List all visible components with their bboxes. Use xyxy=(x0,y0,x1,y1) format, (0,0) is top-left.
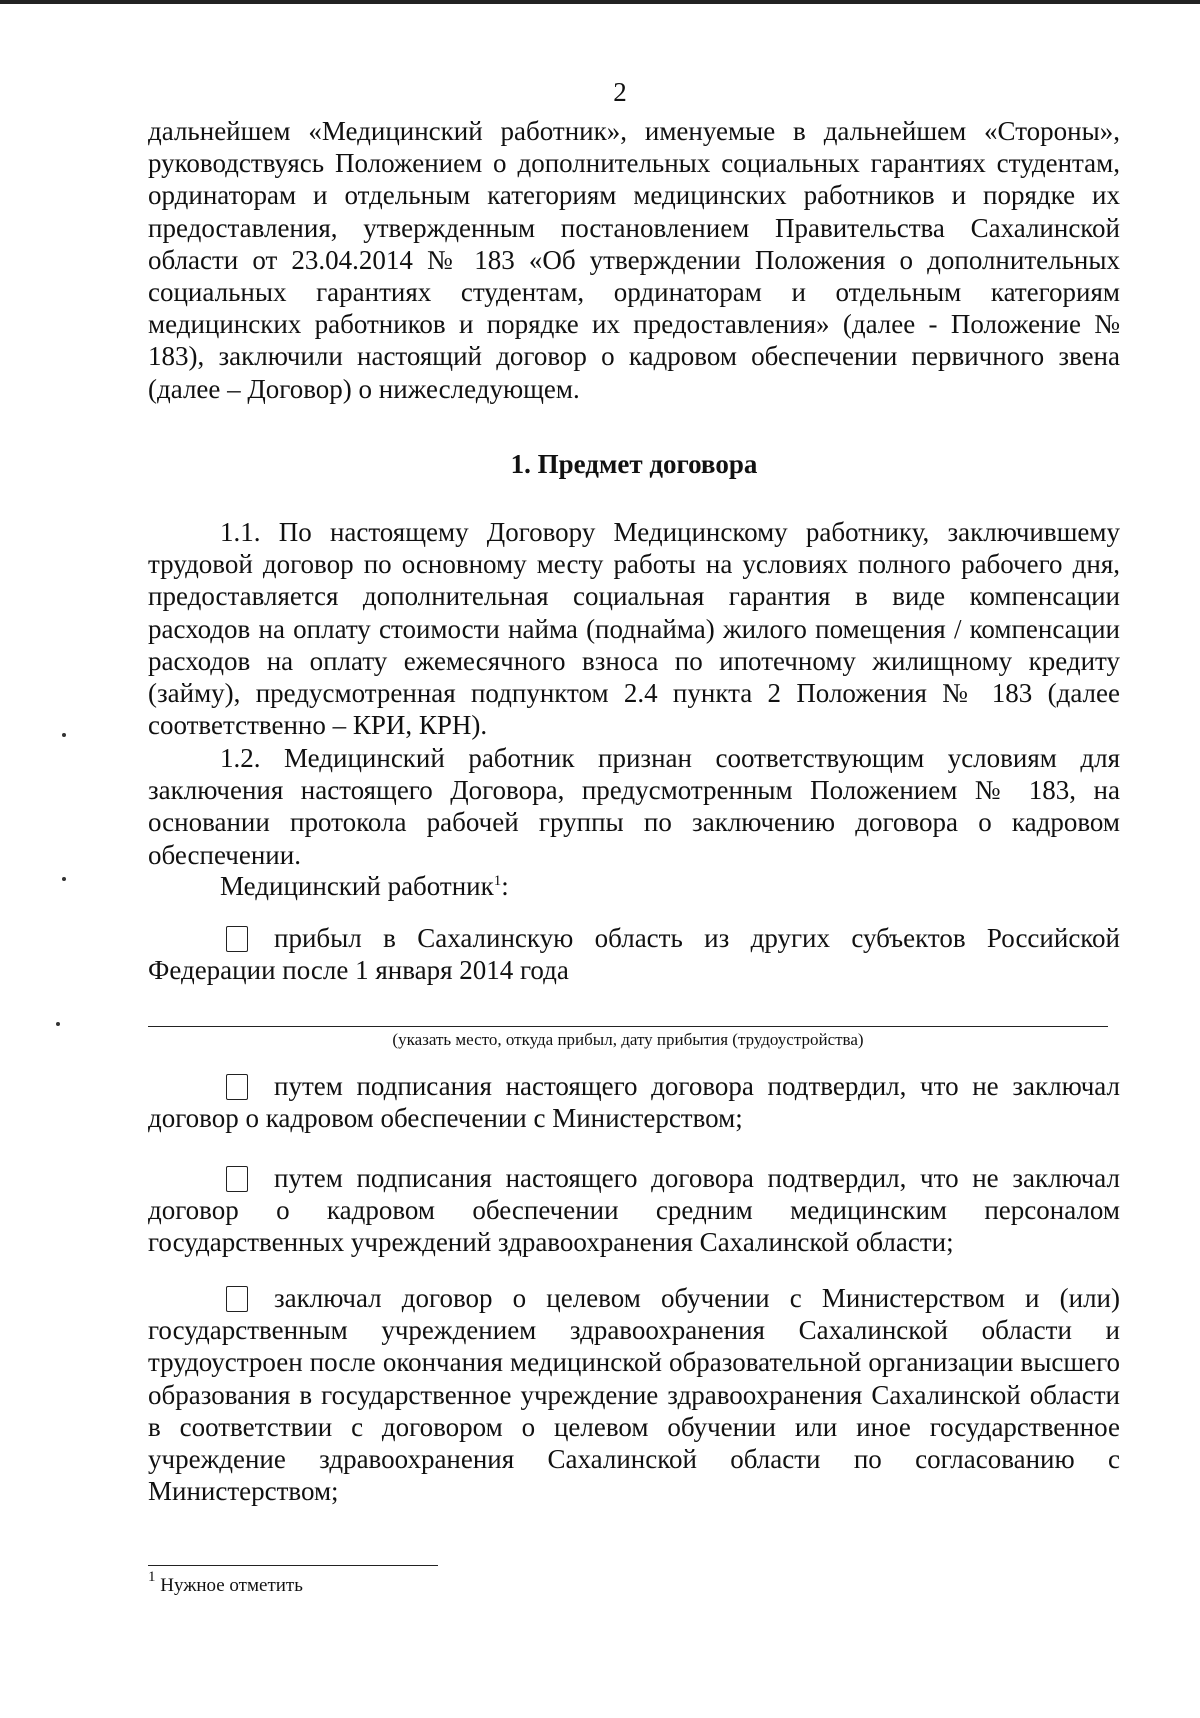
scan-edge-line xyxy=(0,0,1200,4)
footnote-divider xyxy=(148,1565,438,1566)
footnote-mark: 1 xyxy=(148,1569,156,1585)
option-text: прибыл в Сахалинскую область из других субъектов Российской Федерации после 1 января 2014 года xyxy=(148,923,1120,986)
checkbox[interactable] xyxy=(226,926,248,952)
scan-speck xyxy=(62,733,66,737)
checkbox[interactable] xyxy=(226,1074,248,1100)
fill-in-hint: (указать место, откуда прибыл, дату прибытия (трудоустройства) xyxy=(392,1030,864,1049)
fill-in-line xyxy=(148,1026,1108,1027)
intro-paragraph: дальнейшем «Медицинский работник», именуемые в дальнейшем «Стороны», руководствуясь Положением о дополнительных социальных гарантиях студентам, ординаторам и отдельным категориям медицинских работников и порядке их предоставления, утвержденным постановлением Правительства Сахалинской области от 23.04.2014 № 183 «Об утверждении Положения о дополнительных социальных гарантиях студентам, ординаторам и отдельным категориям медицинских работников и порядке их предоставления» (далее - Положение № 183), заключили настоящий договор о кадровом обеспечении первичного звена (далее – Договор) о нижеследующем. xyxy=(148,116,1120,404)
scan-speck xyxy=(56,1022,60,1026)
scan-speck xyxy=(62,877,66,881)
worker-colon: : xyxy=(501,871,509,901)
checkbox[interactable] xyxy=(226,1286,248,1312)
footnote-text: Нужное отметить xyxy=(160,1575,303,1596)
option-no-ministry-contract xyxy=(148,1070,1120,1134)
worker-label: Медицинский работник xyxy=(220,871,494,901)
option-text: путем подписания настоящего договора подтвердил, что не заключал договор о кадровом обеспечении с Министерством; xyxy=(148,1071,1120,1134)
checkbox[interactable] xyxy=(226,1166,248,1192)
footnote xyxy=(148,1569,303,1597)
option-target-training xyxy=(148,1282,1120,1507)
worker-label-line xyxy=(148,870,1120,902)
section-title: 1. Предмет договора xyxy=(510,449,758,479)
option-text: заключал договор о целевом обучении с Министерством и (или) государственным учреждением здравоохранения Сахалинской области и трудоустроен после окончания медицинской образовательной организации высшего образования в государственное учреждение здравоохранения Сахалинской области в соответствии с договором о целевом обучении или иное государственное учреждение здравоохранения Сахалинской области по согласованию с Министерством; xyxy=(148,1283,1120,1507)
option-text: путем подписания настоящего договора подтвердил, что не заключал договор о кадровом обеспечении средним медицинским персоналом государственных учреждений здравоохранения Сахалинской области; xyxy=(148,1163,1120,1258)
page-number: 2 xyxy=(613,77,627,107)
footnote-ref: 1 xyxy=(493,873,502,889)
clause-1-1: 1.1. По настоящему Договору Медицинскому работнику, заключившему трудовой договор по основному месту работы на условиях полного рабочего дня, предоставляется дополнительная социальная гарантия в виде компенсации расходов на оплату стоимости найма (поднайма) жилого помещения / компенсации расходов на оплату ежемесячного взноса по ипотечному жилищному кредиту (займу), предусмотренная подпунктом 2.4 пункта 2 Положения № 183 (далее соответственно – КРИ, КРН). xyxy=(148,517,1120,741)
option-no-nurse-contract xyxy=(148,1162,1120,1259)
clause-1-2: 1.2. Медицинский работник признан соответствующим условиям для заключения настоящего Договора, предусмотренным Положением № 183, на основании протокола рабочей группы по заключению договора о кадровом обеспечении. xyxy=(148,743,1120,870)
option-arrived xyxy=(148,922,1120,986)
